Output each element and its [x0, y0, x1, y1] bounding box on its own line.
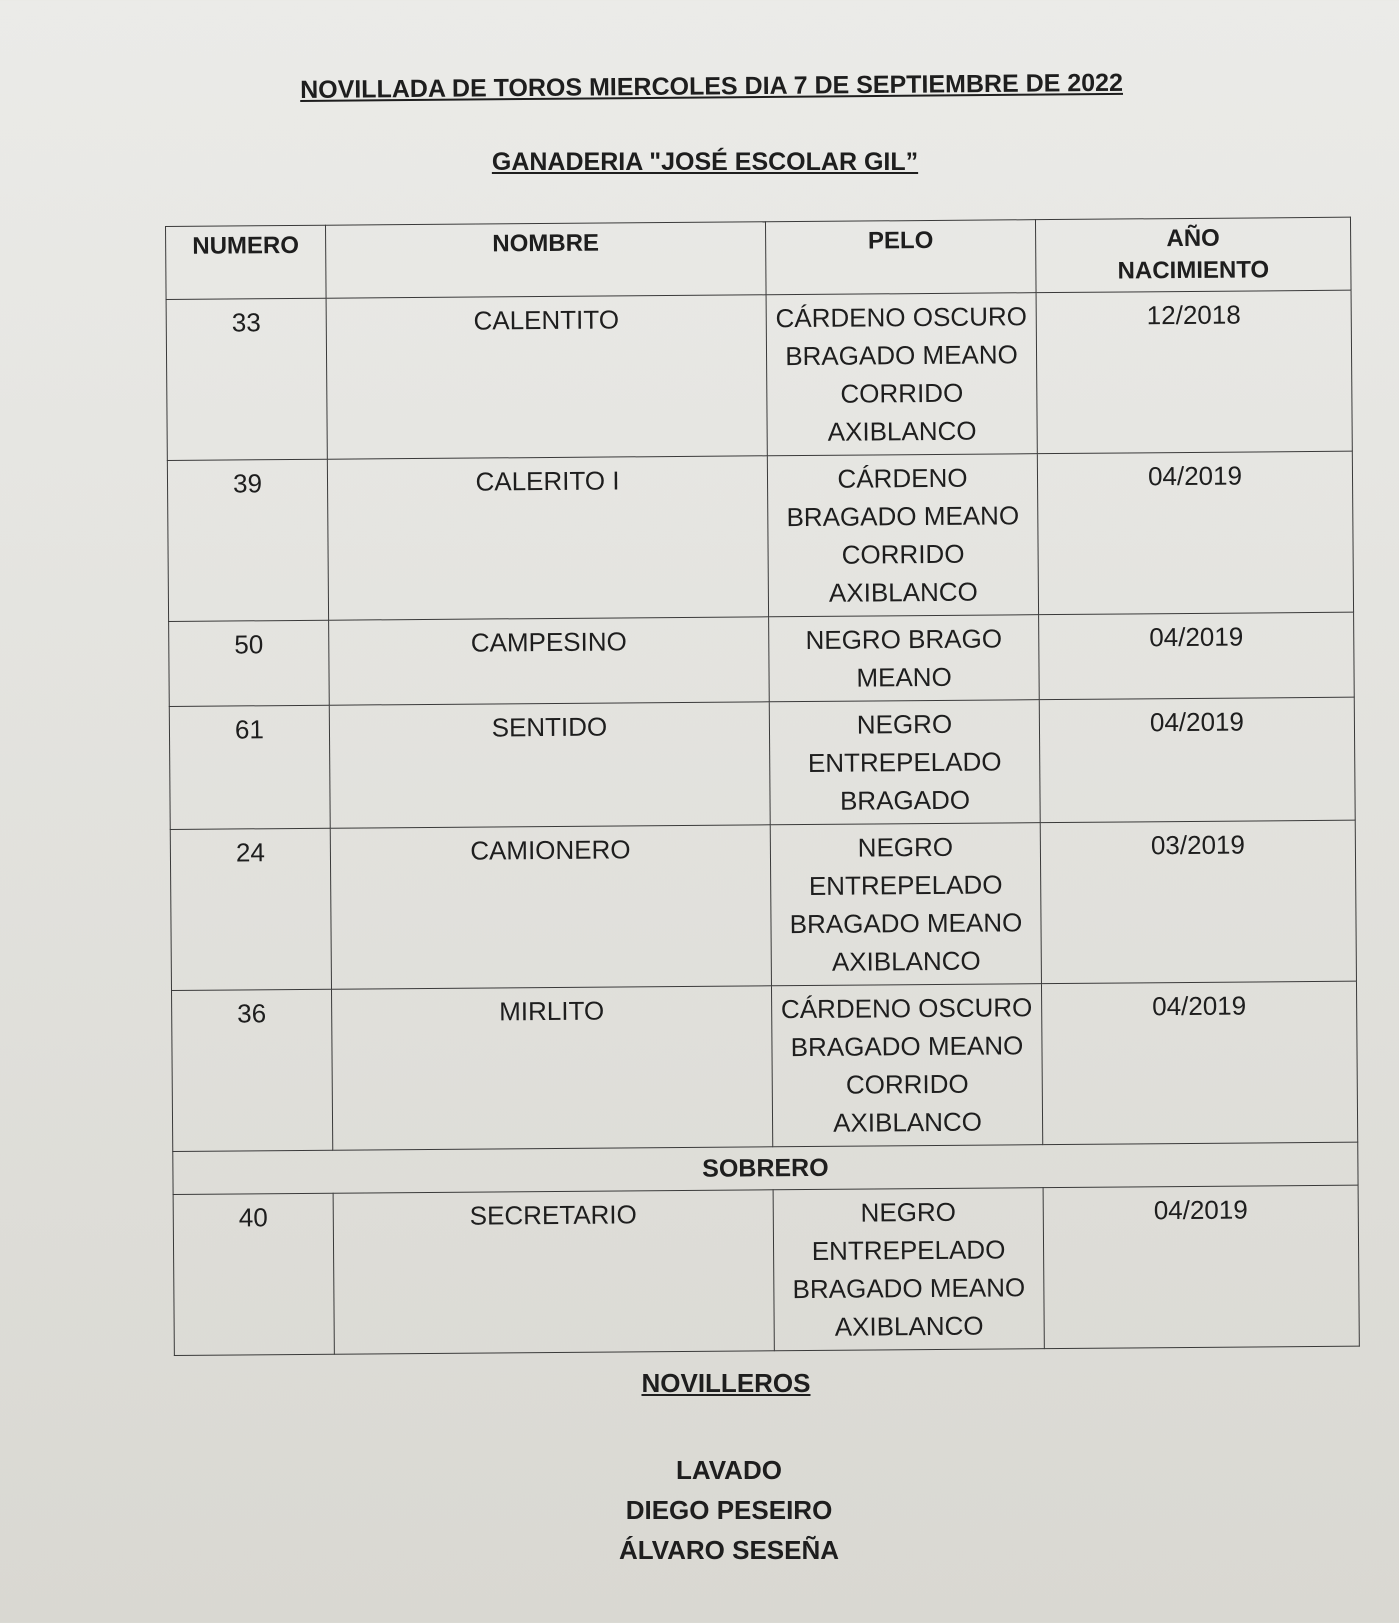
document-subtitle: GANADERIA "JOSÉ ESCOLAR GIL” [491, 148, 919, 176]
document-title: NOVILLADA DE TOROS MIERCOLES DIA 7 DE SEPTIEMBRE DE 2022 [300, 68, 1124, 104]
novillero-name: ÁLVARO SESEÑA [618, 1535, 840, 1565]
cell-nombre: SECRETARIO [333, 1190, 774, 1354]
cell-pelo-line: CÁRDENO OSCURO [775, 301, 1028, 334]
header-anio-line2: NACIMIENTO [1117, 256, 1270, 285]
table-header-row [166, 217, 1352, 299]
cell-nombre: CAMPESINO [329, 617, 770, 705]
novilleros-title: NOVILLEROS [641, 1368, 811, 1398]
cell-pelo-line: ENTREPELADO [808, 869, 1003, 901]
cell-pelo-line: NEGRO [860, 1196, 957, 1228]
cell-nombre: CALENTITO [326, 295, 767, 459]
cell-pelo-line: BRAGADO MEANO [792, 1272, 1026, 1305]
cell-pelo-line: CORRIDO [841, 538, 965, 570]
header-anio-line1: AÑO [1166, 224, 1220, 253]
cell-pelo-line: MEANO [856, 661, 952, 693]
cell-pelo [767, 454, 1038, 617]
cell-pelo-line: ENTREPELADO [811, 1234, 1006, 1266]
cell-anio: 03/2019 [1040, 820, 1356, 983]
cell-pelo [771, 984, 1042, 1147]
cell-pelo-line: BRAGADO [839, 784, 971, 816]
cell-pelo [769, 615, 1040, 702]
cell-pelo-line: AXIBLANCO [833, 1106, 983, 1138]
header-numero: NUMERO [166, 225, 327, 299]
table-row [169, 612, 1355, 706]
cell-pelo-line: BRAGADO MEANO [790, 1030, 1024, 1063]
novillero-name: LAVADO [676, 1455, 782, 1485]
cell-pelo-line: AXIBLANCO [831, 945, 981, 977]
cell-numero: 36 [172, 989, 333, 1151]
cell-pelo-line: CÁRDENO OSCURO [780, 992, 1033, 1025]
cell-pelo [773, 1188, 1044, 1351]
header-nombre: NOMBRE [325, 222, 766, 298]
table-row [173, 1185, 1359, 1355]
cell-nombre: MIRLITO [331, 986, 772, 1150]
cell-pelo-line: NEGRO [856, 708, 953, 740]
cell-nombre: SENTIDO [329, 702, 770, 828]
novilleros-list [0, 1450, 1399, 1570]
cell-pelo-line: AXIBLANCO [828, 576, 978, 608]
cell-numero: 50 [169, 620, 330, 706]
cell-numero: 40 [173, 1193, 334, 1355]
cell-anio: 12/2018 [1036, 290, 1352, 453]
table-row [170, 820, 1356, 990]
cell-anio: 04/2019 [1039, 612, 1355, 699]
table-row [169, 697, 1355, 829]
cell-pelo-line: BRAGADO MEANO [785, 339, 1018, 372]
cell-pelo-line: CORRIDO [840, 377, 964, 409]
bulls-table [165, 217, 1360, 1356]
cell-numero: 61 [169, 705, 330, 829]
cell-anio: 04/2019 [1041, 981, 1357, 1144]
cell-pelo-line: BRAGADO MEANO [789, 907, 1023, 940]
cell-pelo [770, 823, 1041, 986]
cell-pelo-line: AXIBLANCO [834, 1310, 984, 1342]
table-body [166, 290, 1359, 1355]
header-pelo: PELO [765, 220, 1036, 295]
cell-numero: 39 [167, 459, 328, 621]
header-anio-nacimiento [1035, 217, 1351, 292]
novillero-name: DIEGO PESEIRO [625, 1495, 833, 1525]
cell-pelo-line: NEGRO BRAGO [805, 623, 1003, 655]
cell-anio: 04/2019 [1039, 697, 1355, 822]
cell-pelo [769, 700, 1040, 825]
bulls-table-wrapper [165, 217, 1360, 1356]
cell-nombre: CAMIONERO [330, 825, 771, 989]
cell-pelo [766, 293, 1037, 456]
cell-anio: 04/2019 [1043, 1185, 1359, 1348]
cell-pelo-line: CORRIDO [845, 1068, 969, 1100]
cell-anio: 04/2019 [1037, 451, 1353, 614]
cell-numero: 24 [170, 828, 331, 990]
cell-pelo-line: NEGRO [857, 831, 954, 863]
cell-pelo-line: BRAGADO MEANO [786, 500, 1020, 533]
sobrero-label: SOBRERO [173, 1142, 1358, 1194]
cell-numero: 33 [166, 298, 327, 460]
cell-pelo-line: CÁRDENO [837, 462, 968, 494]
cell-pelo-line: AXIBLANCO [827, 415, 977, 447]
cell-nombre: CALERITO I [327, 456, 768, 620]
table-row [172, 981, 1358, 1151]
cell-pelo-line: ENTREPELADO [807, 746, 1002, 778]
table-row [166, 290, 1352, 460]
table-row [167, 451, 1353, 621]
